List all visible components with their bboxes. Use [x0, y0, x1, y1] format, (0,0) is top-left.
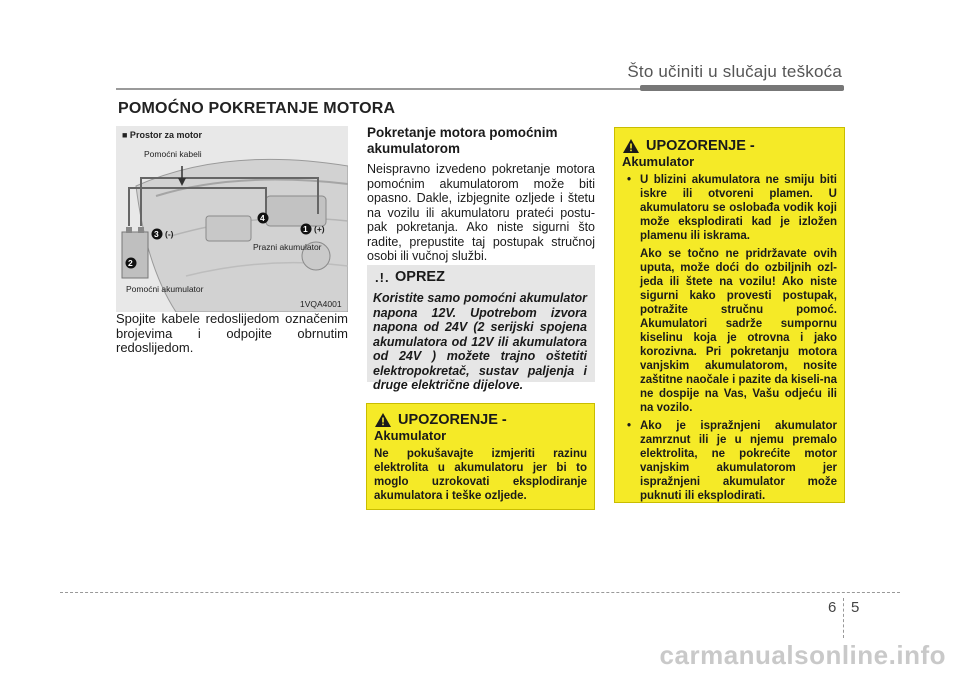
chapter-title: Što učiniti u slučaju teškoća: [627, 62, 842, 81]
section-title: POMOĆNO POKRETANJE MOTORA: [118, 100, 396, 117]
warning-title: UPOZORENJE -: [398, 412, 507, 428]
warning-bullet-2: • Ako je ispražnjeni akumulator zamrznut ili je u njemu premalo elektrolita, ne pokrećite motor vanjskim akumulatorom jer ispražnjeni akumulator može puknuti ili eksplodirati.: [622, 419, 837, 503]
warning-list-2: [622, 419, 837, 503]
procedure-title: Pokretanje motora pomoćnim akumulatorom: [367, 125, 558, 156]
footer-separator: [843, 598, 844, 638]
figure-code: 1VQA4001: [300, 299, 342, 309]
page-number: 5: [851, 599, 860, 616]
engine-compartment-figure: [116, 126, 348, 312]
warning-box-electrolyte: [366, 403, 595, 510]
warning-subtitle: Akumulator: [374, 428, 447, 443]
page-chapter-number: 6: [828, 599, 837, 616]
caution-title: OPREZ: [395, 269, 445, 285]
marker-4: 4: [260, 213, 265, 223]
warning-triangle-icon: [622, 138, 640, 154]
header-accent-bar: [640, 85, 844, 91]
warning-box-battery: [614, 127, 845, 503]
caution-icon: .!.: [375, 270, 390, 285]
warning-bullet-1-continuation: Ako se točno ne pridržavate ovih uputa, može doći do ozbiljnih ozl-jeda ili štete na vozilu! Ako niste sigurni kako provesti postupak, potražite stručnu pomoć. Akumulatori sadrže sumpornu kiselinu koja je otrovna i jako korozivna. Pri pokretanju motora vanjskim akumulatorom, nosite zaštitne naočale i pazite da kiseli-na ne dospije na Vas, Vašu odjeću ili na vozilo.: [640, 248, 837, 414]
warning-triangle-icon: [374, 412, 392, 428]
procedure-section: [367, 125, 595, 264]
watermark: carmanualsonline.info: [659, 640, 946, 670]
warning-bullet-1: • U blizini akumulatora ne smiju biti iskre ili otvoreni plamen. U akumulatoru se oslobađa vodik koji može eksplodirati kad je izložen plamenu ili iskrama.: [622, 173, 837, 243]
procedure-body: Neispravno izvedeno pokretanje motora pomoćnim akumulatorom može biti opasno. Dakle, izbjegnite ozljede i štetu na vozilu ili akumulatoru prateći postu-pak pokretanja. Ako niste sigurni što radite, prepustite taj postupak stručnoj osobi ili vučnoj službi.: [367, 162, 595, 263]
caution-text: Koristite samo pomoćni akumulator napona 12V. Upotrebom izvora napona od 24V (2 serijski spojena akumulatora od 12V ili akumulatora od 24V ) možete trajno oštetiti elektropokretač, sustav paljenja i druge električne dijelove.: [373, 291, 587, 392]
warning-text: Ne pokušavajte izmjeriti razinu elektrolita u akumulatoru jer bi to moglo uzrokovati eksplodiranje akumulatora i teške ozljede.: [374, 448, 587, 502]
polarity-minus-label: (-): [165, 229, 174, 239]
label-booster-battery: Pomoćni akumulator: [126, 284, 204, 294]
footer-rule: [60, 592, 900, 593]
figure-caption: Spojite kabele redoslijedom označenim brojevima i odpojite obrnutim redoslijedom.: [116, 311, 348, 355]
caution-box: [367, 265, 595, 392]
warning-title: UPOZORENJE -: [646, 138, 755, 154]
figure-heading: ■ Prostor za motor: [122, 130, 202, 140]
warning-subtitle: Akumulator: [622, 154, 695, 169]
warning-list: [622, 173, 837, 243]
marker-2: 2: [128, 258, 133, 268]
marker-3: 3: [154, 229, 159, 239]
marker-1: 1: [303, 224, 308, 234]
polarity-plus-label: (+): [314, 224, 325, 234]
label-cables: Pomoćni kabeli: [144, 149, 202, 159]
label-dead-battery: Prazni akumulator: [253, 242, 322, 252]
